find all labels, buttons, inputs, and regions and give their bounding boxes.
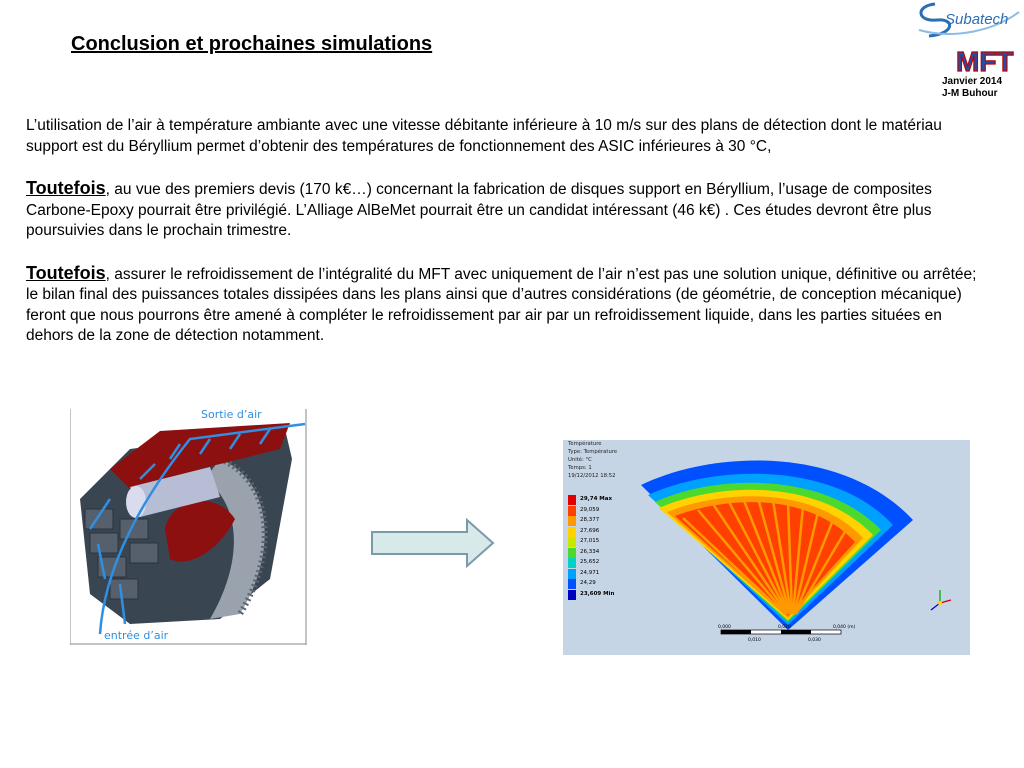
legend-header-1: Température: [568, 441, 602, 447]
body-text: [26, 116, 986, 368]
paragraph-3-text: , assurer le refroidissement de l’intégralité du MFT avec uniquement de l’air n’est pas une solution unique, définitive ou arrêtée; le bilan final des puissances totales dissipées dans les plans ainsi que d’autres considérations (de géométrie, de conception mécanique) feront que nous pourrons être amené à compléter le refroidissement par air par un refroidissement liquide, dans les parties situées en dehors de la zone de détection notamment.: [26, 265, 977, 344]
paragraph-2: [26, 178, 986, 242]
subatech-logo: [915, 0, 1024, 40]
scale-label-3: 0,010: [748, 638, 761, 643]
legend-value: 27,696: [580, 527, 600, 534]
legend-value: 24,971: [580, 569, 600, 576]
legend-header-2: Type: Température: [568, 449, 618, 455]
scale-label-4: 0,030: [808, 638, 821, 643]
legend-value: 29,74 Max: [580, 496, 613, 502]
subatech-logo-text: Subatech: [945, 11, 1009, 28]
legend-value: 26,334: [580, 548, 600, 555]
mft-logo: [952, 44, 1016, 76]
scale-label-1: 0,020: [778, 625, 791, 630]
slide-date: Janvier 2014: [942, 76, 1003, 87]
legend-value: 25,652: [580, 559, 600, 565]
label-air-outlet: Sortie d’air: [201, 409, 262, 421]
legend-value: 24,29: [580, 580, 596, 586]
paragraph-1: L’utilisation de l’air à température ambiante avec une vitesse débitante inférieure à 10 m/s sur des plans de détection dont le matériau support est du Béryllium permet d’obtenir des températures de fonctionnement des ASIC inférieures à 30 °C,: [26, 117, 942, 155]
legend-header-5: 19/12/2012 18:52: [568, 473, 616, 479]
label-air-inlet: entrée d’air: [104, 629, 169, 642]
keyword-toutefois: Toutefois: [26, 178, 106, 198]
axis-triad-icon: [931, 590, 951, 610]
legend-value: 23,609 Min: [580, 590, 615, 597]
slide-meta: [942, 76, 1002, 100]
keyword-toutefois: Toutefois: [26, 262, 106, 283]
slide-title: Conclusion et prochaines simulations: [71, 33, 433, 55]
legend-value: 28,377: [580, 517, 600, 523]
legend-header-3: Unité: °C: [568, 457, 592, 463]
block-arrow-icon: [371, 518, 495, 568]
detector-airflow-figure: [70, 409, 308, 645]
temperature-map: [563, 440, 970, 655]
mft-logo-text: MFT: [956, 46, 1014, 76]
scale-bar: [721, 630, 841, 634]
legend-value: 29,059: [580, 506, 600, 513]
paragraph-2-text: , au vue des premiers devis (170 k€…) concernant la fabrication de disques support en Béryllium, l’usage de composites Carbone-Epoxy pourrait être privilégié. L’Alliage AlBeMet pourrait être un candidat intéressant (46 k€) . Ces études devront être plus poursuivies dans le prochain trimestre.: [26, 181, 932, 239]
scale-label-2: 0,040 (m): [833, 625, 856, 630]
legend-header-4: Temps: 1: [568, 465, 592, 471]
temperature-simulation-figure: [563, 440, 970, 655]
paragraph-3: [26, 263, 986, 347]
slide-author: J-M Buhour: [942, 88, 998, 99]
legend-value: 27,015: [580, 538, 600, 544]
scale-label-0: 0,000: [718, 625, 731, 630]
